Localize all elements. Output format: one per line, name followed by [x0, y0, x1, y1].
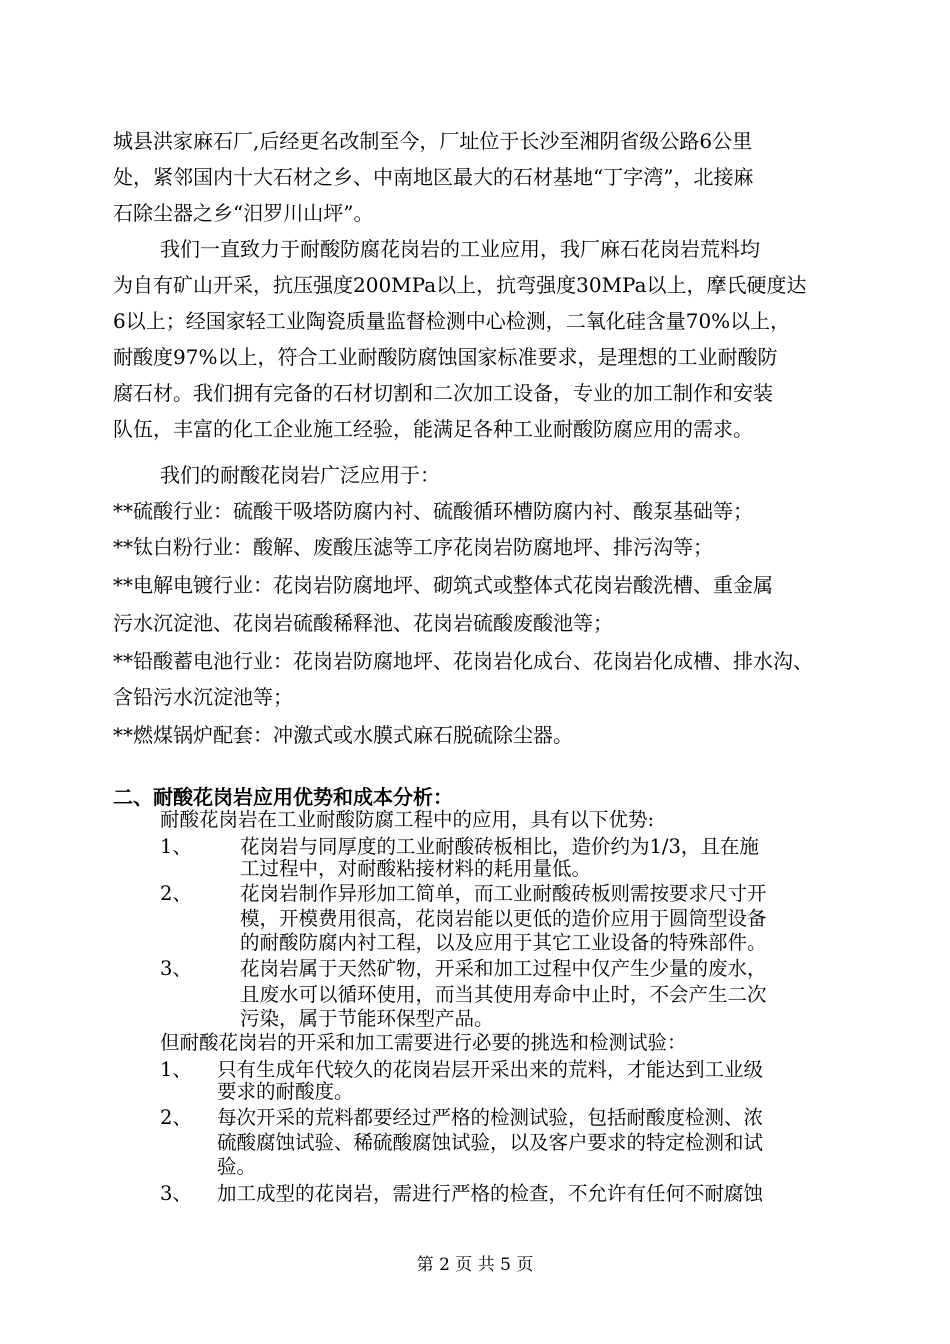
application-line: **铅酸蓄电池行业：花岗岩防腐地坪、花岗岩化成台、花岗岩化成槽、排水沟、: [113, 649, 813, 673]
para2-line: 6以上；经国家轻工业陶瓷质量监督检测中心检测，二氧化硅含量70%以上，: [113, 309, 791, 333]
applications-intro: 我们的耐酸花岗岩广泛应用于：: [160, 463, 440, 487]
list-item-line: 只有生成年代较久的花岗岩层开采出来的荒料，才能达到工业级: [217, 1058, 764, 1081]
list-item-line: 加工成型的花岗岩，需进行严格的检查，不允许有任何不耐腐蚀: [217, 1182, 764, 1205]
intro-line: 石除尘器之乡“汨罗川山坪”。: [113, 201, 374, 225]
intro-line: 城县洪家麻石厂,后经更名改制至今，厂址位于长沙至湘阴省级公路6公里: [113, 129, 753, 153]
list-item-line: 硫酸腐蚀试验、稀硫酸腐蚀试验，以及客户要求的特定检测和试: [217, 1131, 764, 1154]
application-line: **硫酸行业：硫酸干吸塔防腐内衬、硫酸循环槽防腐内衬、酸泵基础等；: [113, 499, 753, 523]
list-item-line: 工过程中，对耐酸粘接材料的耗用量低。: [240, 857, 592, 880]
list-number: 2、: [160, 1106, 192, 1129]
para2-line: 为自有矿山开采，抗压强度200MPa以上，抗弯强度30MPa以上，摩氏硬度达: [113, 273, 807, 297]
application-line: **燃煤锅炉配套：冲激式或水膜式麻石脱硫除尘器。: [113, 723, 573, 747]
application-line: 污水沉淀池、花岗岩硫酸稀释池、花岗岩硫酸废酸池等；: [113, 611, 613, 635]
list-item-line: 每次开采的荒料都要经过严格的检测试验，包括耐酸度检测、浓: [217, 1106, 764, 1129]
list-number: 1、: [160, 835, 192, 858]
list-item-line: 的耐酸防腐内衬工程，以及应用于其它工业设备的特殊部件。: [240, 931, 767, 954]
para2-line: 腐石材。我们拥有完备的石材切割和二次加工设备，专业的加工制作和安装: [113, 381, 773, 405]
list-item-line: 花岗岩与同厚度的工业耐酸砖板相比，造价约为1/3，且在施: [240, 835, 759, 858]
intro-line: 处，紧邻国内十大石材之乡、中南地区最大的石材基地“丁字湾”，北接麻: [113, 165, 754, 189]
section-heading: 二、耐酸花岗岩应用优势和成本分析：: [113, 785, 453, 809]
list-number: 2、: [160, 882, 192, 905]
application-line: **钛白粉行业：酸解、废酸压滤等工序花岗岩防腐地坪、排污沟等；: [113, 535, 713, 559]
list-item-line: 花岗岩属于天然矿物，开采和加工过程中仅产生少量的废水，: [240, 957, 767, 980]
list-item-line: 花岗岩制作异形加工简单，而工业耐酸砖板则需按要求尺寸开: [240, 882, 767, 905]
list-item-line: 要求的耐酸度。: [217, 1080, 354, 1103]
application-line: 含铅污水沉淀池等；: [113, 685, 293, 709]
list-item-line: 且废水可以循环使用，而当其使用寿命中止时，不会产生二次: [240, 983, 767, 1006]
para2-line: 耐酸度97%以上，符合工业耐酸防腐蚀国家标准要求，是理想的工业耐酸防: [113, 345, 778, 369]
list-number: 1、: [160, 1058, 192, 1081]
list-number: 3、: [160, 1182, 192, 1205]
list-item-line: 污染，属于节能环保型产品。: [240, 1007, 494, 1030]
para2-line: 我们一直致力于耐酸防腐花岗岩的工业应用，我厂麻石花岗岩荒料均: [160, 237, 760, 261]
list-item-line: 模，开模费用很高，花岗岩能以更低的造价应用于圆筒型设备: [240, 907, 767, 930]
list-number: 3、: [160, 957, 192, 980]
advantages-intro: 耐酸花岗岩在工业耐酸防腐工程中的应用，具有以下优势:: [160, 808, 655, 831]
application-line: **电解电镀行业：花岗岩防腐地坪、砌筑式或整体式花岗岩酸洗槽、重金属: [113, 573, 773, 597]
para2-line: 队伍，丰富的化工企业施工经验，能满足各种工业耐酸防腐应用的需求。: [113, 417, 753, 441]
tests-intro: 但耐酸花岗岩的开采和加工需要进行必要的挑选和检测试验：: [160, 1031, 687, 1054]
page-footer: 第 2 页 共 5 页: [416, 1255, 534, 1275]
list-item-line: 验。: [217, 1155, 257, 1178]
